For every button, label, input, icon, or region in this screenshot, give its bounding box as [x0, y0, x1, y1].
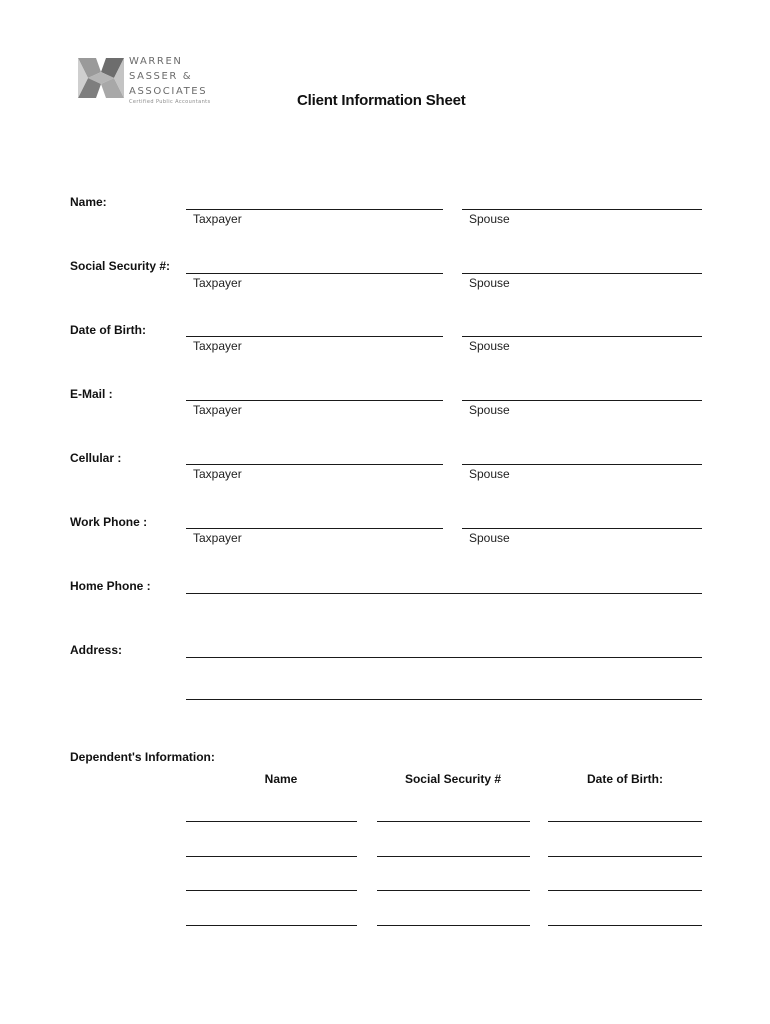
logo-line-2: SASSER & [129, 71, 193, 82]
dependent-4-dob-field[interactable] [548, 925, 702, 926]
logo-line-3: ASSOCIATES [129, 86, 208, 97]
dependent-1-ssn-field[interactable] [377, 821, 530, 822]
name-taxpayer-field[interactable] [186, 209, 443, 210]
dob-taxpayer-field[interactable] [186, 336, 443, 337]
dependent-4-name-field[interactable] [186, 925, 357, 926]
logo-tagline: Certified Public Accountants [129, 99, 211, 105]
email-taxpayer-field[interactable] [186, 400, 443, 401]
dependent-1-dob-field[interactable] [548, 821, 702, 822]
page-title: Client Information Sheet [297, 92, 466, 109]
email-spouse-field[interactable] [462, 400, 702, 401]
email-taxpayer-caption: Taxpayer [193, 403, 242, 417]
dependent-ssn-header: Social Security # [404, 772, 502, 786]
address-line-1-field[interactable] [186, 657, 702, 658]
ssn-spouse-caption: Spouse [469, 276, 510, 290]
cellular-spouse-caption: Spouse [469, 467, 510, 481]
dependent-dob-header: Date of Birth: [587, 772, 663, 786]
name-label: Name: [70, 195, 107, 209]
work-phone-taxpayer-caption: Taxpayer [193, 531, 242, 545]
dob-taxpayer-caption: Taxpayer [193, 339, 242, 353]
dependent-4-ssn-field[interactable] [377, 925, 530, 926]
ssn-spouse-field[interactable] [462, 273, 702, 274]
logo-wordmark [129, 54, 211, 106]
company-logo [74, 54, 209, 110]
ssn-taxpayer-field[interactable] [186, 273, 443, 274]
dependent-2-name-field[interactable] [186, 856, 357, 857]
logo-line-1: WARREN [129, 56, 183, 67]
work-phone-label: Work Phone : [70, 515, 148, 529]
dependent-3-ssn-field[interactable] [377, 890, 530, 891]
email-spouse-caption: Spouse [469, 403, 510, 417]
name-spouse-field[interactable] [462, 209, 702, 210]
dependent-1-name-field[interactable] [186, 821, 357, 822]
ssn-label: Social Security #: [70, 259, 171, 273]
home-phone-field[interactable] [186, 593, 702, 594]
cellular-taxpayer-caption: Taxpayer [193, 467, 242, 481]
dependent-name-header: Name [264, 772, 298, 786]
email-label: E-Mail : [70, 387, 113, 401]
dependent-2-ssn-field[interactable] [377, 856, 530, 857]
dependent-2-dob-field[interactable] [548, 856, 702, 857]
cellular-spouse-field[interactable] [462, 464, 702, 465]
dependent-3-dob-field[interactable] [548, 890, 702, 891]
work-phone-spouse-field[interactable] [462, 528, 702, 529]
dob-spouse-caption: Spouse [469, 339, 510, 353]
dependent-3-name-field[interactable] [186, 890, 357, 891]
address-line-2-field[interactable] [186, 699, 702, 700]
home-phone-label: Home Phone : [70, 579, 151, 593]
cellular-taxpayer-field[interactable] [186, 464, 443, 465]
ssn-taxpayer-caption: Taxpayer [193, 276, 242, 290]
dob-label: Date of Birth: [70, 323, 146, 337]
work-phone-taxpayer-field[interactable] [186, 528, 443, 529]
cellular-label: Cellular : [70, 451, 122, 465]
address-label: Address: [70, 643, 123, 657]
work-phone-spouse-caption: Spouse [469, 531, 510, 545]
name-taxpayer-caption: Taxpayer [193, 212, 242, 226]
dependents-label: Dependent's Information: [70, 750, 215, 764]
dob-spouse-field[interactable] [462, 336, 702, 337]
name-spouse-caption: Spouse [469, 212, 510, 226]
logo-mark-icon [74, 54, 128, 102]
